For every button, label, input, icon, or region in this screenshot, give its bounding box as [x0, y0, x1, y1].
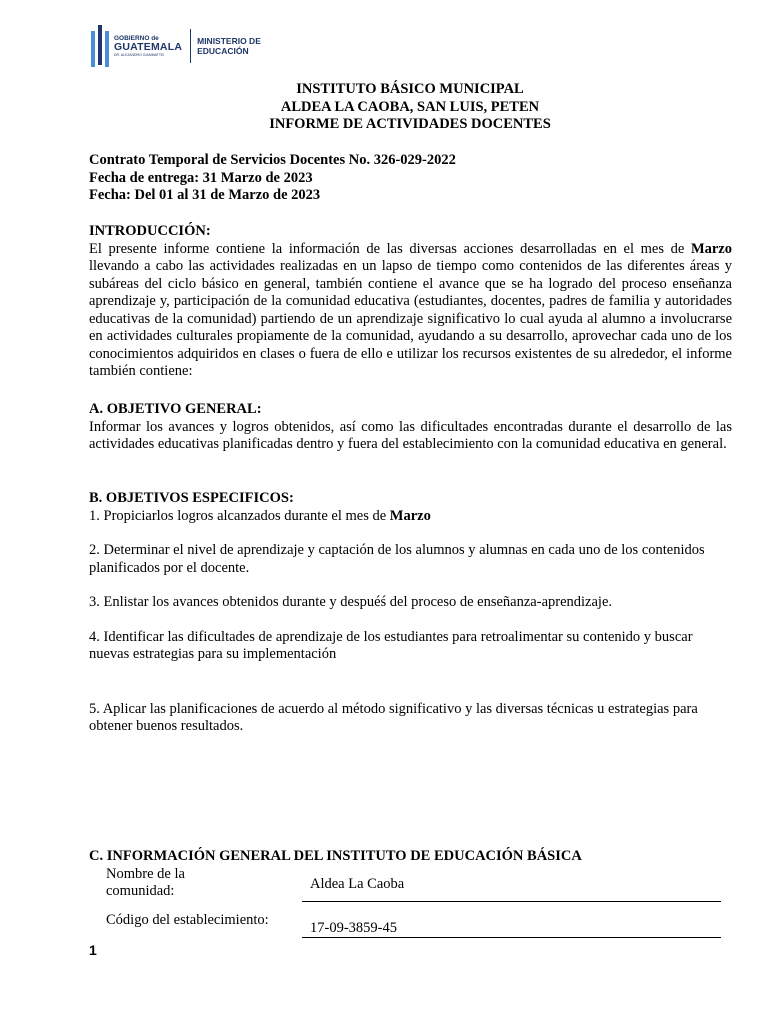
specific-objectives-section	[89, 490, 732, 736]
objective-item-1-month: Marzo	[389, 507, 431, 524]
school-code-underline	[302, 937, 721, 938]
introduction-text	[89, 241, 732, 381]
general-objective-text: Informar los avances y logros obtenidos, así como las dificultades encontradas durante el desarrollo de las actividades educativas planificadas dentro y fuera del establecimiento con la comunidad educativa en general.	[89, 418, 732, 452]
intro-text-before: El presente informe contiene la información de las diversas acciones desarrolladas en el mes de	[89, 240, 691, 257]
delivery-date: Fecha de entrega: 31 Marzo de 2023	[89, 169, 313, 186]
community-name-label	[106, 866, 185, 900]
header-line2: ALDEA LA CAOBA, SAN LUIS, PETEN	[280, 98, 540, 115]
objective-item-3: 3. Enlistar los avances obtenidos durante y despuéś del proceso de enseñanza-aprendizaje.	[89, 594, 613, 610]
logo-divider	[190, 29, 191, 63]
document-header	[88, 81, 732, 134]
objective-item-4: 4. Identificar las dificultades de aprendizaje de los estudiantes para retroalimentar su contenido y buscar nuevas estrategias para su implementación	[89, 628, 693, 662]
contract-number: Contrato Temporal de Servicios Docentes No. 326-029-2022	[89, 152, 456, 168]
specific-objectives-heading: B. OBJETIVOS ESPECIFICOS:	[89, 490, 294, 506]
gov-tiny-text: DR. ALEJANDRO GIAMMATTEI	[114, 53, 165, 57]
objective-item-1	[89, 508, 732, 526]
contract-meta	[89, 152, 456, 205]
community-name-underline	[302, 901, 721, 902]
header-line3: INFORME DE ACTIVIDADES DOCENTES	[269, 116, 551, 132]
intro-month: Marzo	[690, 240, 732, 257]
period-date: Fecha: Del 01 al 31 de Marzo de 2023	[89, 187, 321, 203]
ministry-wordmark	[197, 36, 261, 56]
gov-country-text: GUATEMALA	[114, 41, 183, 53]
objective-item-5: 5. Aplicar las planificaciones de acuerdo al método significativo y las diversas técnicas u estrategias para obtener buenos resultados.	[89, 700, 698, 734]
general-objective-heading: A. OBJETIVO GENERAL:	[89, 401, 262, 417]
objective-item-2: 2. Determinar el nivel de aprendizaje y captación de los alumnos y alumnas en cada uno de los contenidos planificados por el docente.	[89, 542, 705, 576]
intro-text-after: llevando a cabo las actividades realizadas en un lapso de tiempo como contenidos de las diferentes áreas y subáreas del ciclo básico en general, también contiene el avance que se ha logrado del proceso enseñanza aprendizaje y, participación de la comunidad educativa (estudiantes, docentes, padres de familia y autoridades educativas de la comunidad) partiendo de un aprendizaje significativo lo cual ayuda al alumno a involucrarse en actividades culturales propiamente de la comunidad, ayudando a su desarrollo, aprovechar cada uno de los conocimientos adquiridos en clases o fuera de ello e utilizar los recursos existentes de su alrededor, el informe también contiene:	[89, 258, 732, 379]
community-label-line1: Nombre de la	[106, 866, 185, 882]
government-logo	[90, 22, 261, 70]
community-name-value: Aldea La Caoba	[310, 876, 405, 892]
page-number: 1	[89, 942, 97, 958]
introduction-section	[89, 223, 732, 381]
school-code-label: Código del establecimiento:	[106, 912, 269, 928]
general-objective-section	[89, 401, 732, 454]
header-line1: INSTITUTO BÁSICO MUNICIPAL	[296, 81, 524, 97]
ministry-line2: EDUCACIÓN	[197, 46, 249, 56]
government-wordmark	[114, 35, 182, 57]
objective-item-1-text: 1. Propiciarlos logros alcanzados durante el mes de	[89, 507, 390, 524]
community-label-line2: comunidad:	[106, 883, 175, 899]
gov-small-text: GOBIERNO de	[114, 35, 159, 42]
school-code-value: 17-09-3859-45	[310, 920, 397, 936]
guatemala-flag-icon	[90, 23, 110, 69]
general-info-heading: C. INFORMACIÓN GENERAL DEL INSTITUTO DE EDUCACIÓN BÁSICA	[89, 848, 582, 864]
ministry-line1: MINISTERIO DE	[197, 36, 261, 46]
introduction-heading: INTRODUCCIÓN:	[89, 223, 211, 239]
